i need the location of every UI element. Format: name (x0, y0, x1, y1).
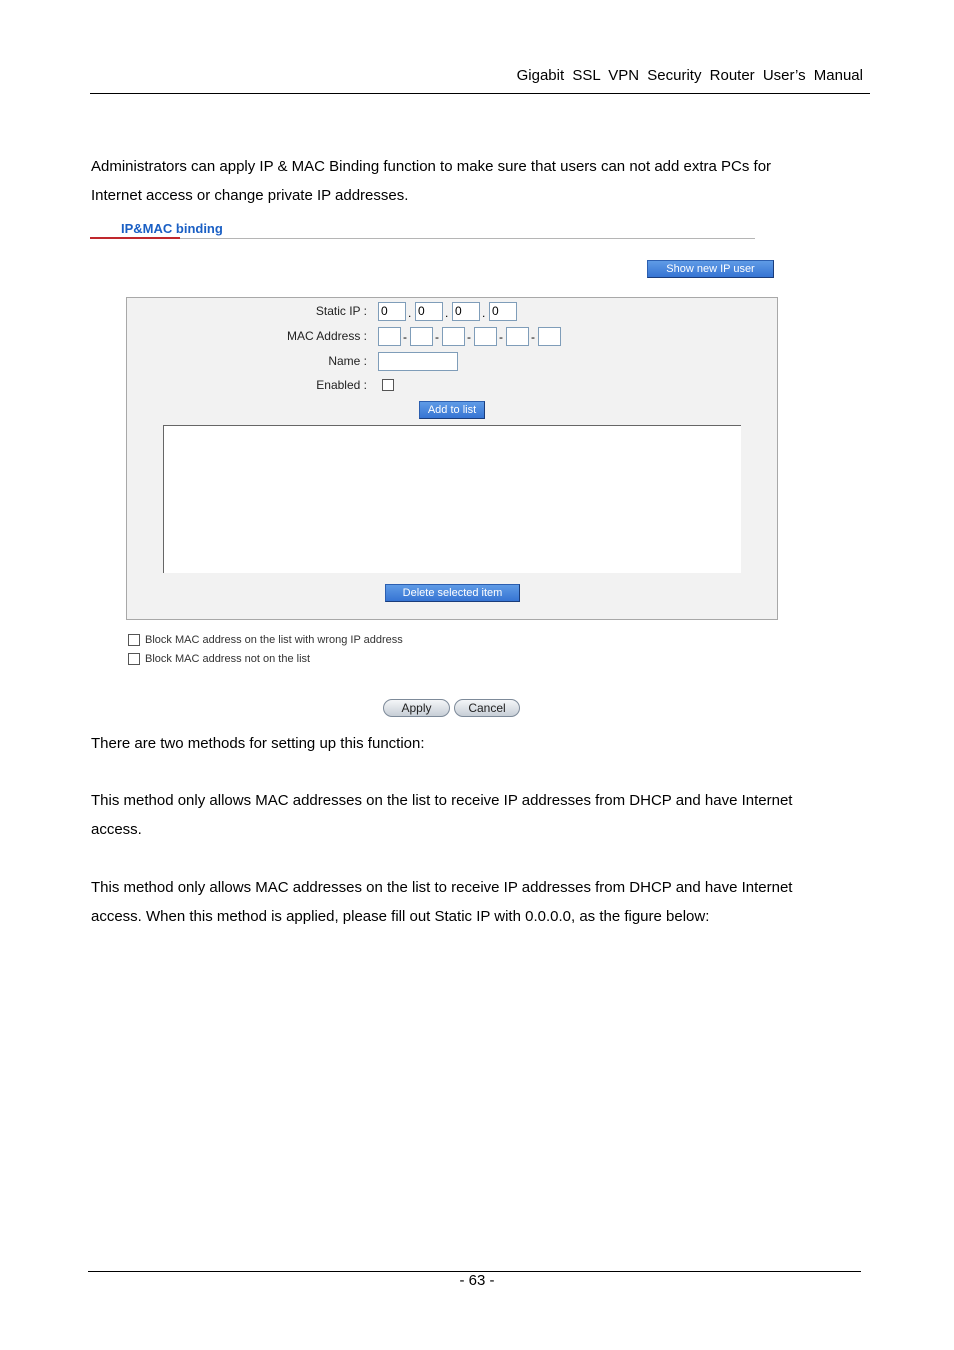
static-ip-octet-2[interactable]: 0 (415, 302, 443, 321)
method1-line-1: This method only allows MAC addresses on the list to receive IP addresses from DHCP and have Internet (91, 792, 793, 809)
block-wrong-ip-label: Block MAC address on the list with wrong IP address (145, 634, 403, 646)
ip-separator: . (482, 306, 486, 320)
binding-list-box[interactable] (163, 425, 741, 573)
delete-selected-item-button[interactable]: Delete selected item (385, 584, 520, 602)
mac-octet-2[interactable] (410, 327, 433, 346)
methods-intro: There are two methods for setting up this function: (91, 735, 425, 752)
method2-line-2: access. When this method is applied, please fill out Static IP with 0.0.0.0, as the figure below: (91, 908, 710, 925)
manual-header-title: Gigabit SSL VPN Security Router User’s Manual (516, 67, 863, 84)
name-input[interactable] (378, 352, 458, 371)
page-number: - 63 - (459, 1272, 495, 1289)
mac-separator: - (435, 330, 439, 344)
mac-octet-1[interactable] (378, 327, 401, 346)
mac-address-label: MAC Address : (286, 329, 367, 343)
mac-separator: - (467, 330, 471, 344)
mac-separator: - (499, 330, 503, 344)
intro-line-1: Administrators can apply IP & MAC Binding function to make sure that users can not add extra PCs for (91, 158, 772, 175)
ip-separator: . (445, 306, 449, 320)
show-new-ip-user-button[interactable]: Show new IP user (647, 260, 774, 278)
static-ip-label: Static IP : (315, 304, 367, 318)
cancel-button[interactable]: Cancel (454, 699, 520, 717)
apply-button[interactable]: Apply (383, 699, 450, 717)
method1-line-2: access. (91, 821, 142, 838)
section-divider (90, 238, 755, 239)
enabled-label: Enabled : (316, 378, 367, 392)
static-ip-octet-4[interactable]: 0 (489, 302, 517, 321)
intro-line-2: Internet access or change private IP addresses. (91, 187, 409, 204)
mac-separator: - (531, 330, 535, 344)
mac-octet-5[interactable] (506, 327, 529, 346)
block-not-on-list-label: Block MAC address not on the list (145, 653, 311, 665)
method2-line-1: This method only allows MAC addresses on the list to receive IP addresses from DHCP and have Internet (91, 879, 793, 896)
static-ip-octet-1[interactable]: 0 (378, 302, 406, 321)
block-not-on-list-checkbox[interactable] (128, 653, 140, 665)
section-accent-bar (90, 237, 180, 239)
section-title: IP&MAC binding (121, 221, 223, 236)
ip-separator: . (408, 306, 412, 320)
header-rule (90, 93, 870, 94)
mac-octet-4[interactable] (474, 327, 497, 346)
mac-octet-6[interactable] (538, 327, 561, 346)
block-wrong-ip-checkbox[interactable] (128, 634, 140, 646)
mac-separator: - (403, 330, 407, 344)
add-to-list-button[interactable]: Add to list (419, 401, 485, 419)
enabled-checkbox[interactable] (382, 379, 394, 391)
mac-octet-3[interactable] (442, 327, 465, 346)
static-ip-octet-3[interactable]: 0 (452, 302, 480, 321)
name-label: Name : (328, 354, 367, 368)
